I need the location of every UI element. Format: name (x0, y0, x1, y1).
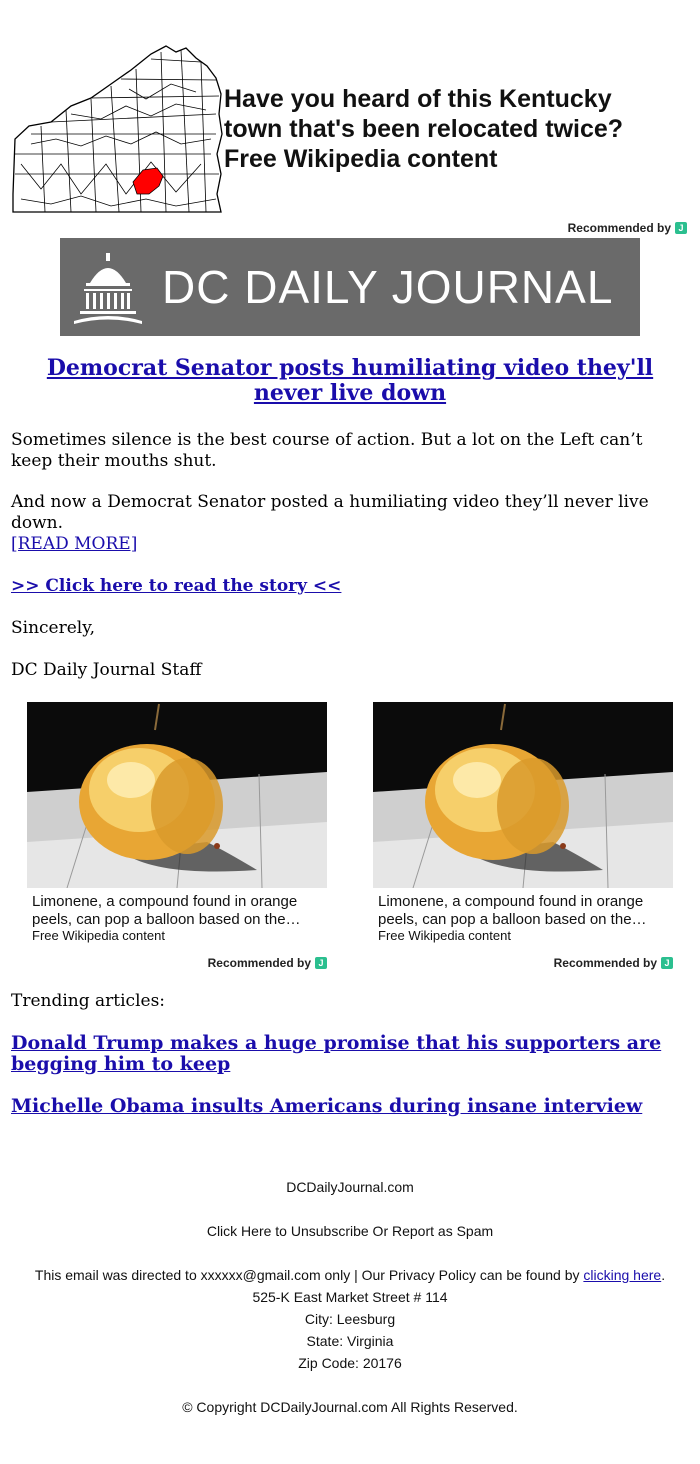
read-story-link[interactable]: >> Click here to read the story << (11, 576, 342, 596)
yellow-balloon-image[interactable] (373, 702, 673, 888)
footer-directed-line (0, 1267, 700, 1283)
article-paragraph-2: And now a Democrat Senator posted a humiliating video they’ll never live down. (11, 492, 649, 533)
ad-headline-line-2[interactable]: town that's been relocated twice? (224, 115, 624, 143)
card-title[interactable]: Limonene, a compound found in orange peels, can pop a balloon based on the… (378, 893, 647, 928)
footer-period: . (661, 1267, 666, 1283)
ad-headline-line-3[interactable]: Free Wikipedia content (224, 145, 498, 173)
recommendation-card[interactable] (27, 702, 327, 972)
masthead-title: DC DAILY JOURNAL (162, 261, 614, 313)
recommended-by-label[interactable] (208, 956, 327, 970)
capitol-dome-icon (70, 247, 146, 327)
footer-state: State: Virginia (306, 1333, 394, 1349)
footer-zip: Zip Code: 20176 (298, 1355, 402, 1371)
read-more-link[interactable]: [READ MORE] (11, 534, 138, 554)
footer-site-name: DCDailyJournal.com (286, 1179, 414, 1195)
footer-directed-text: This email was directed to xxxxxx@gmail.com only | Our Privacy Policy can be found by (34, 1267, 580, 1283)
signoff-text: Sincerely, (11, 618, 95, 638)
recommended-by-text[interactable]: Recommended by (567, 221, 671, 235)
ad-headline-line-1[interactable]: Have you heard of this Kentucky (224, 85, 612, 113)
footer-copyright: © Copyright DCDailyJournal.com All Rights Reserved. (182, 1399, 518, 1415)
trending-item (11, 1033, 689, 1075)
masthead-banner (60, 238, 640, 336)
recommended-by-text[interactable]: Recommended by (207, 956, 311, 970)
click-here-row (11, 576, 689, 597)
yellow-balloon-image[interactable] (27, 702, 327, 888)
trending-item (11, 1096, 689, 1117)
recommended-by-text[interactable]: Recommended by (553, 956, 657, 970)
article-paragraph-1: Sometimes silence is the best course of action. But a lot on the Left can’t keep their mouths shut. (11, 430, 643, 471)
card-title[interactable]: Limonene, a compound found in orange peels, can pop a balloon based on the… (32, 893, 301, 928)
top-ad[interactable] (11, 40, 687, 240)
footer-address: 525-K East Market Street # 114 (252, 1289, 448, 1305)
kentucky-map-image[interactable] (11, 44, 223, 216)
ad-headline[interactable] (224, 84, 664, 174)
read-more-row (11, 534, 689, 555)
recommender-logo-icon[interactable]: J (315, 957, 327, 969)
recommender-logo-icon[interactable]: J (661, 957, 673, 969)
recommendation-card[interactable] (373, 702, 673, 972)
privacy-policy-link[interactable]: clicking here (583, 1267, 662, 1283)
article-headline (11, 356, 689, 406)
trending-link-2[interactable]: Michelle Obama insults Americans during insane interview (11, 1095, 643, 1117)
card-source: Free Wikipedia content (378, 928, 511, 943)
footer-city: City: Leesburg (304, 1311, 396, 1327)
card-source: Free Wikipedia content (32, 928, 165, 943)
signature-text: DC Daily Journal Staff (11, 660, 202, 680)
trending-link-1[interactable]: Donald Trump makes a huge promise that his supporters are begging him to keep (11, 1032, 662, 1075)
recommender-logo-icon[interactable]: J (675, 222, 687, 234)
article-headline-link[interactable]: Democrat Senator posts humiliating video they'll never live down (46, 355, 654, 406)
trending-label: Trending articles: (11, 991, 166, 1011)
recommended-by-label[interactable] (554, 956, 673, 970)
recommended-by-label[interactable] (568, 221, 687, 235)
unsubscribe-link[interactable]: Click Here to Unsubscribe Or Report as Spam (206, 1223, 494, 1239)
